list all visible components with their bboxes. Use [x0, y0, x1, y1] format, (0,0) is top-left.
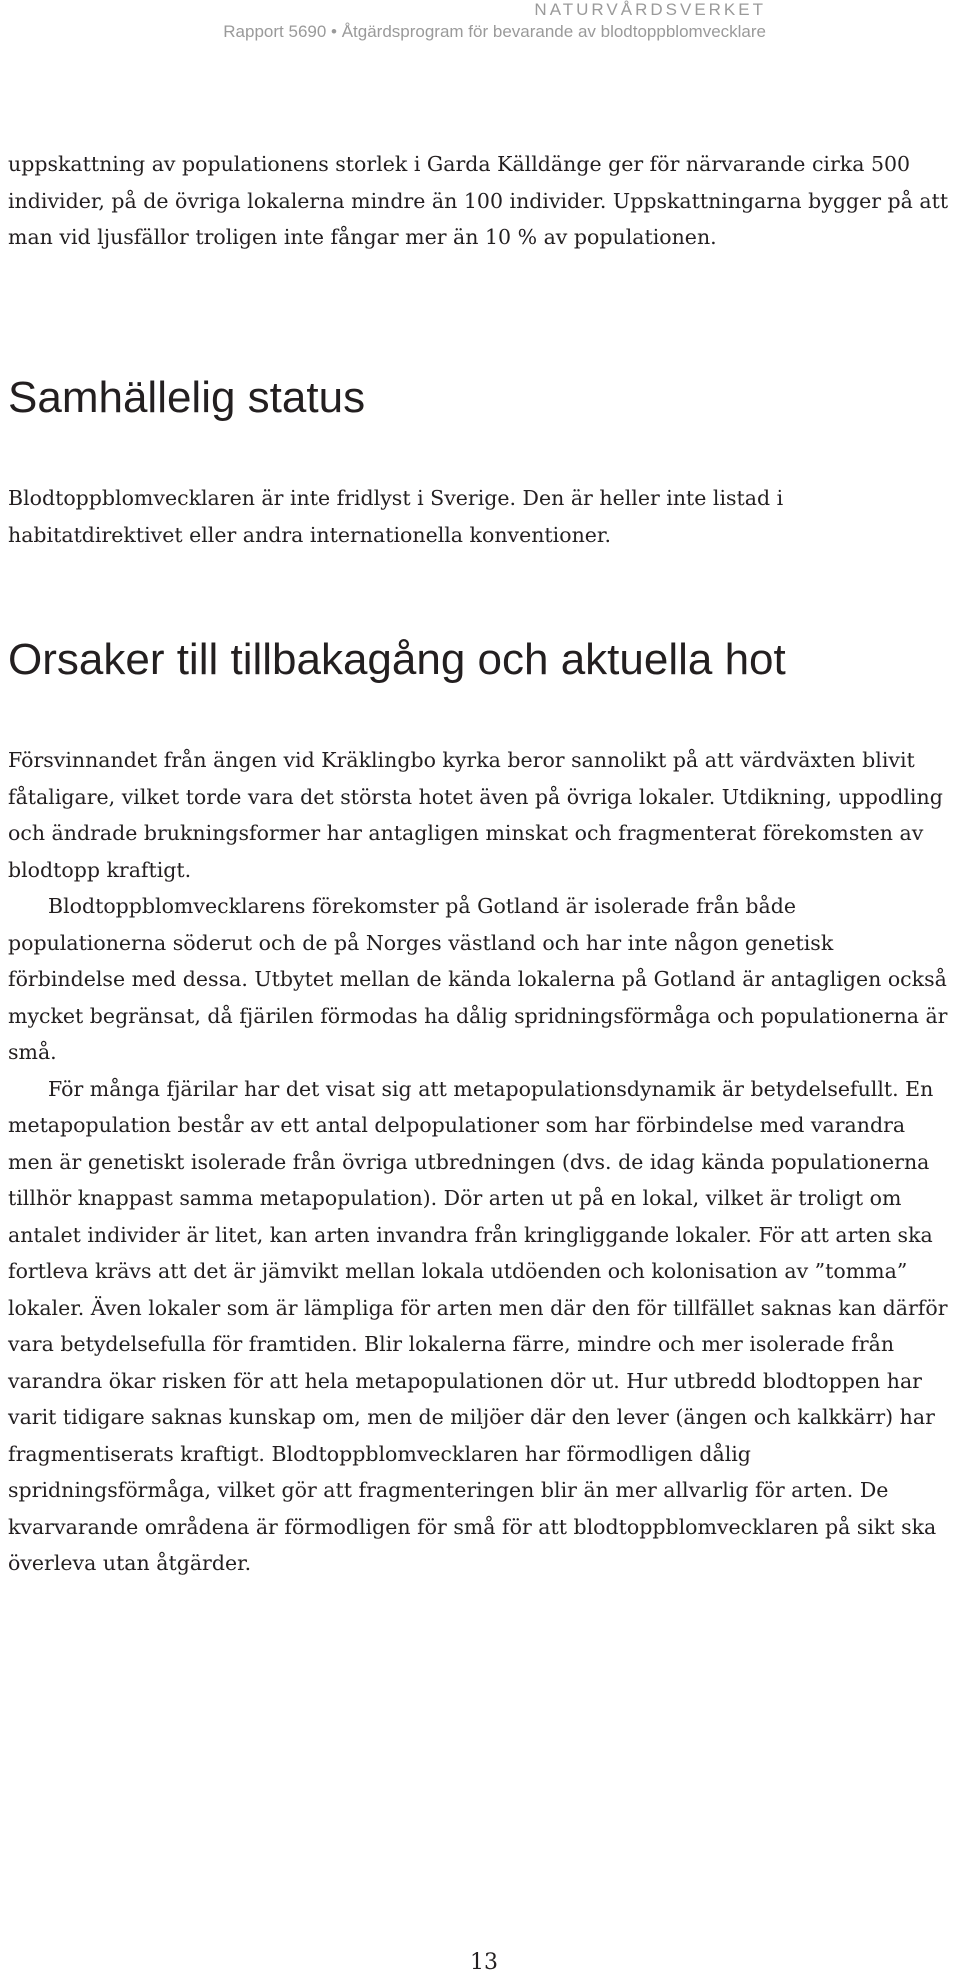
status-text-block [8, 480, 953, 553]
section-heading-status: Samhällelig status [8, 373, 366, 422]
running-header [223, 0, 766, 43]
threats-paragraph-3: För många fjärilar har det visat sig att metapopulationsdynamik är betydelsefullt. En metapopulation består av ett antal delpopulationer som har förbindelse med varandra men är genetiskt isolerade från övriga utbredningen (dvs. de idag kända populationerna tillhör knappast samma metapopulation). Dör arten ut på en lokal, vilket är troligt om antalet individer är litet, kan arten invandra från kringliggande lokaler. För att arten ska fortleva krävs att det är jämvikt mellan lokala utdöenden och kolonisation av ”tomma” lokaler. Även lokaler som är lämpliga för arten men där den för tillfället saknas kan därför vara betydelsefulla för framtiden. Blir lokalerna färre, mindre och mer isolerade från varandra ökar risken för att hela metapopulationen dör ut. Hur utbredd blodtoppen har varit tidigare saknas kunskap om, men de miljöer där den lever (ängen och kalkkärr) har fragmentiserats kraftigt. Blodtoppblomvecklaren har förmodligen dålig spridningsförmåga, vilket gör att fragmenteringen blir än mer allvarlig för arten. De kvarvarande områdena är förmodligen för små för att blodtoppblomvecklaren på sikt ska överleva utan åtgärder. [8, 1076, 948, 1575]
status-paragraph: Blodtoppblomvecklaren är inte fridlyst i Sverige. Den är heller inte listad i habitatdirektivet eller andra internationella konventioner. [8, 486, 784, 547]
threats-text-block [8, 742, 953, 1582]
page-number: 13 [470, 1950, 498, 1975]
threats-paragraph-1: Försvinnandet från ängen vid Kräklingbo kyrka beror sannolikt på att värdväxten blivit fåtaligare, vilket torde vara det största hotet även på övriga lokaler. Utdikning, uppodling och ändrade brukningsformer har antagligen minskat och fragmenterat förekomsten av blodtopp kraftigt. [8, 748, 943, 882]
report-title: Rapport 5690 • Åtgärdsprogram för bevarande av blodtoppblomvecklare [223, 22, 766, 42]
agency-name: NATURVÅRDSVERKET [534, 0, 766, 19]
intro-paragraph: uppskattning av populationens storlek i Garda Källdänge ger för närvarande cirka 500 individer, på de övriga lokalerna mindre än 100 individer. Uppskattningarna bygger på att man vid ljusfällor troligen inte fångar mer än 10 % av populationen. [8, 152, 949, 249]
section-heading-threats: Orsaker till tillbakagång och aktuella hot [8, 635, 786, 684]
intro-text-block [8, 146, 953, 256]
threats-paragraph-2: Blodtoppblomvecklarens förekomster på Gotland är isolerade från både populationerna söderut och de på Norges västland och har inte någon genetisk förbindelse med dessa. Utbytet mellan de kända lokalerna på Gotland är antagligen också mycket begränsat, då fjärilen förmodas ha dålig spridningsförmåga och populationerna är små. [8, 894, 948, 1064]
